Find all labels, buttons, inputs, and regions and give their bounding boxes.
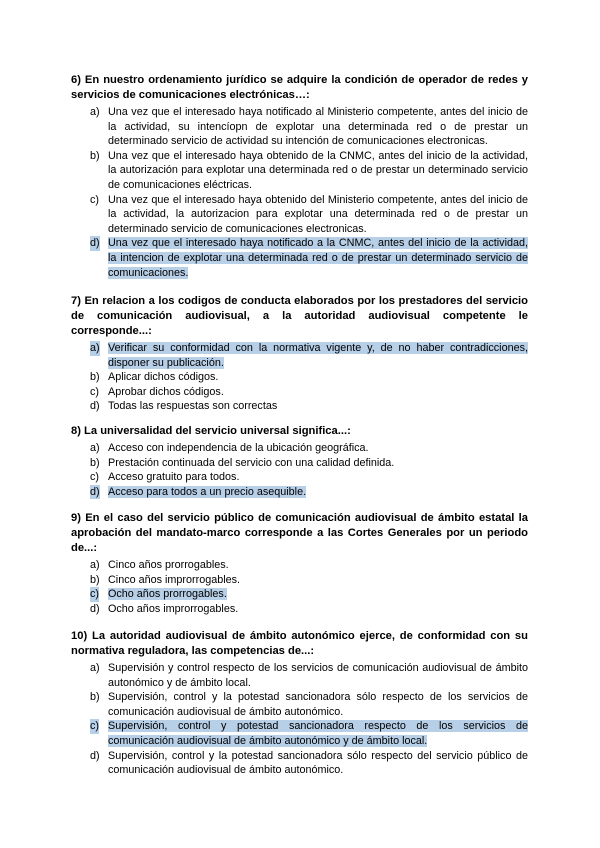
option-letter: c): [90, 193, 99, 206]
option-letter: d): [90, 485, 100, 498]
option-text: Aprobar dichos códigos.: [108, 385, 224, 398]
answer-option-d: [71, 236, 528, 280]
answer-option-b: [71, 370, 528, 385]
option-letter: b): [90, 691, 100, 704]
answer-option-d: [71, 399, 528, 414]
answer-option-d: [71, 749, 528, 778]
option-letter: c): [90, 720, 99, 733]
question-title: 8) La universalidad del servicio universal significa...:: [71, 425, 351, 437]
option-letter: b): [90, 149, 100, 162]
option-text: Cinco años improrrogables.: [108, 573, 241, 586]
option-text: Supervisión y control respecto de los servicios de comunicación audiovisual de ámbito autonómico y de ámbito local.: [108, 662, 528, 689]
option-text: Verificar su conformidad con la normativa vigente y, de no haber contradicciones, disponer su publicación.: [108, 342, 528, 369]
option-letter: c): [90, 471, 99, 484]
answer-option-a: [71, 441, 528, 456]
option-letter: d): [90, 400, 100, 413]
option-text: Prestación continuada del servicio con una calidad definida.: [108, 456, 395, 469]
option-letter: c): [90, 385, 99, 398]
answer-option-d: [71, 485, 528, 500]
option-text: Supervisión, control y la potestad sancionadora sólo respecto del servicio público de comunicación audiovisual de ámbito autonómico.: [108, 749, 528, 777]
option-letter: d): [90, 237, 100, 250]
question-10: [71, 629, 528, 778]
option-text: Acceso para todos a un precio asequible.: [108, 485, 307, 498]
answer-options: [71, 341, 528, 414]
answer-option-b: [71, 149, 528, 193]
option-letter: a): [90, 106, 100, 118]
question-title: 6) En nuestro ordenamiento jurídico se adquire la condición de operador de redes y servicios de comunicaciones electrónicas…:: [71, 74, 528, 101]
answer-option-a: [71, 661, 528, 690]
question-title: 9) En el caso del servicio público de comunicación audiovisual de ámbito estatal la aprobación del mandato-marco corresponde a las Cortes Generales por un periodo de...:: [71, 512, 528, 554]
option-text: Ocho años improrrogables.: [108, 602, 239, 615]
answer-option-b: [71, 573, 528, 588]
option-letter: b): [90, 456, 100, 469]
option-text: Supervisión, control y potestad sancionadora respecto de los servicios de comunicación audiovisual de ámbito autonómico y de ámbito local.: [108, 720, 528, 747]
option-letter: d): [90, 749, 100, 762]
question-9: [71, 511, 528, 616]
answer-option-c: [71, 385, 528, 400]
option-letter: a): [90, 662, 100, 674]
question-8: [71, 424, 528, 499]
answer-option-d: [71, 602, 528, 617]
answer-option-a: [71, 341, 528, 370]
option-text: Todas las respuestas son correctas: [108, 400, 278, 413]
option-text: Una vez que el interesado haya notificado al Ministerio competente, antes del inicio de la actividad, su intencíopn de explotar una determinada red o de prestar un determinado servicio de actividad su intención de comunicaciones electronicas.: [108, 106, 528, 148]
option-text: Acceso gratuito para todos.: [108, 471, 240, 484]
option-letter: d): [90, 602, 100, 615]
option-text: Ocho años prorrogables.: [108, 588, 227, 601]
answer-options: [71, 441, 528, 499]
answer-option-c: [71, 587, 528, 602]
question-6: [71, 73, 528, 280]
option-text: Una vez que el interesado haya obtenido de la CNMC, antes del inicio de la actividad, la autorización para explotar una determinada red o de prestar un determinado servicio de comunicaciones eléctricas.: [108, 149, 528, 191]
option-letter: b): [90, 573, 100, 586]
option-text: Supervisión, control y la potestad sancionadora sólo respecto de los servicios de comunicación audiovisual de ámbito autonómico.: [108, 691, 528, 718]
answer-option-c: [71, 193, 528, 237]
answer-option-b: [71, 690, 528, 719]
answer-options: [71, 105, 528, 280]
option-text: Cinco años prorrogables.: [108, 559, 229, 571]
answer-option-a: [71, 558, 528, 573]
question-7: [71, 294, 528, 414]
answer-option-c: [71, 470, 528, 485]
option-letter: a): [90, 442, 100, 454]
option-letter: b): [90, 371, 100, 384]
option-text: Una vez que el interesado haya obtenido del Ministerio competente, antes del inicio de la actividad, la autorizacion para explotar una determinada red o de prestar un determinado servicio de comunicaciones electronicas.: [108, 193, 528, 235]
question-title: 10) La autoridad audiovisual de ámbito autonómico ejerce, de conformidad con su normativa reguladora, las competencias de...:: [71, 630, 528, 657]
answer-option-b: [71, 456, 528, 471]
answer-options: [71, 661, 528, 778]
answer-option-a: [71, 105, 528, 149]
question-title: 7) En relacion a los codigos de conducta elaborados por los prestadores del servicio de comunicación audiovisual, a la autoridad audiovisual competente le corresponde...:: [71, 295, 528, 337]
option-letter: a): [90, 559, 100, 571]
answer-option-c: [71, 719, 528, 748]
answer-options: [71, 558, 528, 616]
option-letter: a): [90, 342, 100, 354]
option-letter: c): [90, 588, 99, 601]
option-text: Acceso con independencia de la ubicación geográfica.: [108, 442, 369, 454]
option-text: Una vez que el interesado haya notificado a la CNMC, antes del inicio de la actividad, la intencion de explotar una determinada red o de prestar un determinado servicio de comunicaciones.: [108, 237, 528, 279]
option-text: Aplicar dichos códigos.: [108, 371, 219, 384]
